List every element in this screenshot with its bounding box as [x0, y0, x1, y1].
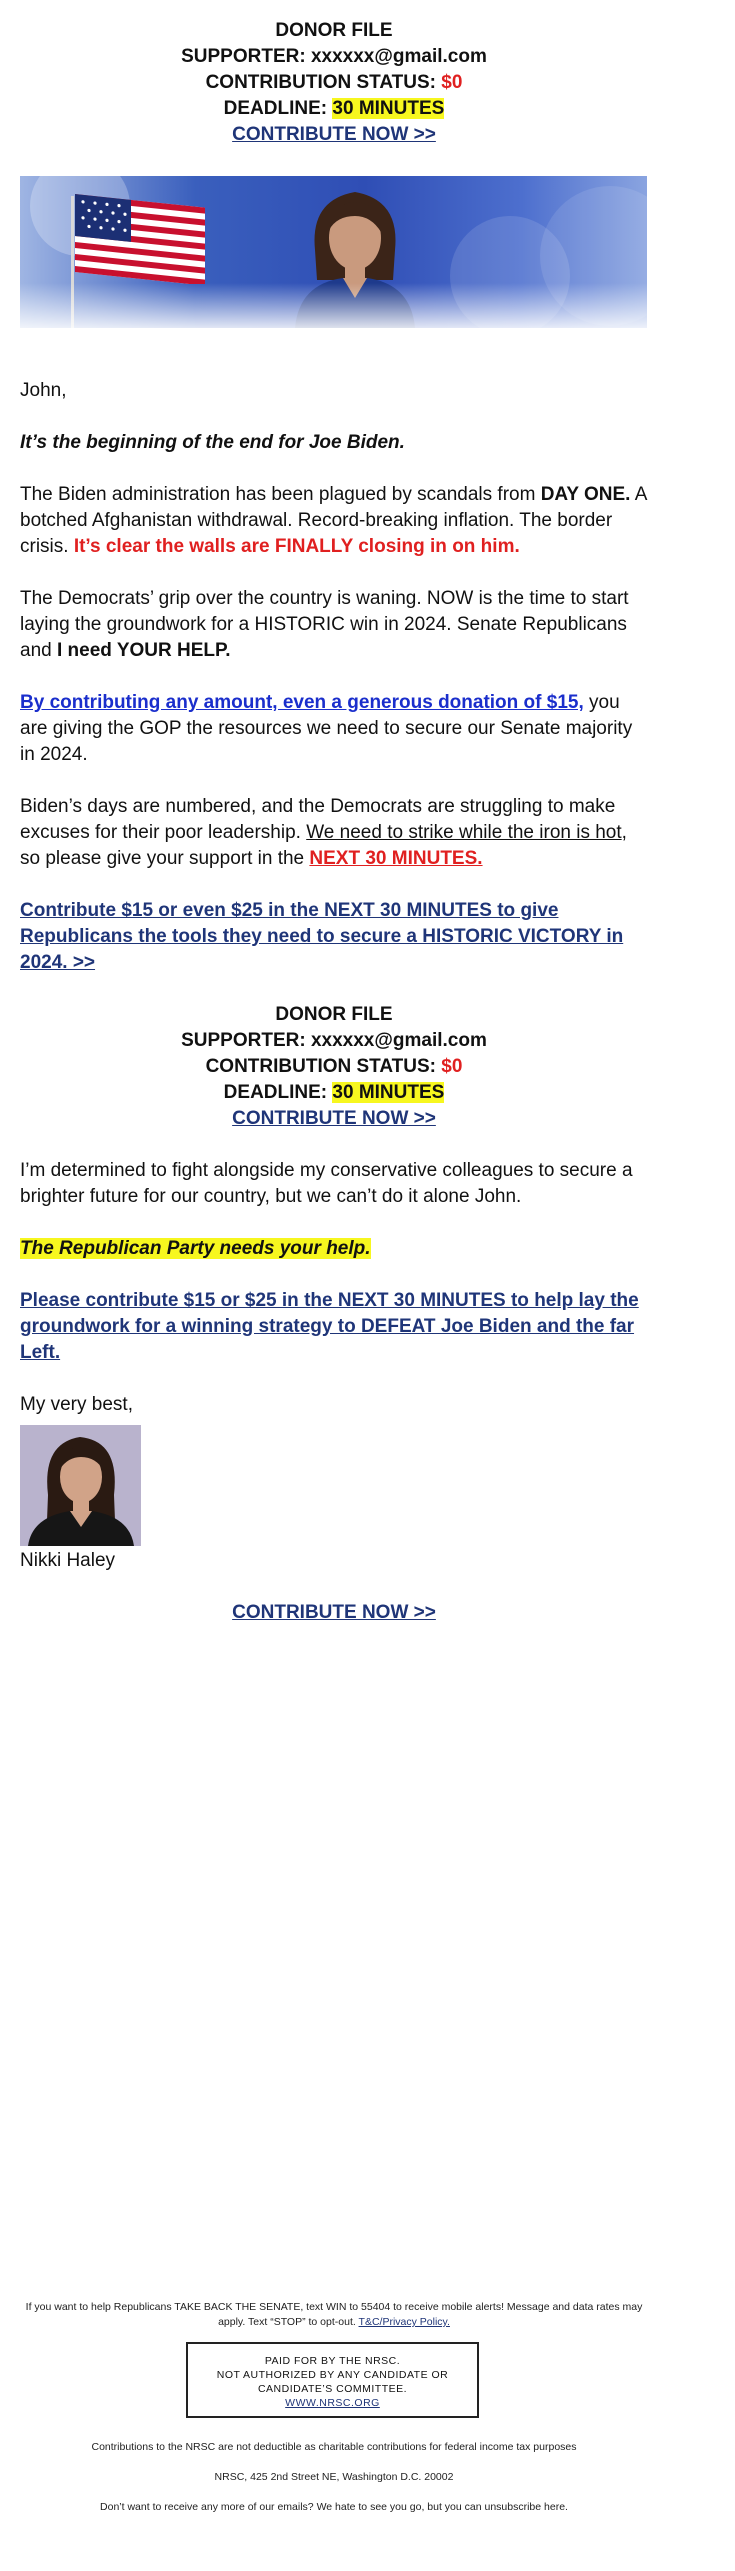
donation-link[interactable]: By contributing any amount, even a generous donation of $15, — [20, 692, 584, 713]
header-banner-image[interactable] — [20, 176, 647, 328]
party-needs-help: The Republican Party needs your help. — [20, 1238, 371, 1259]
paid-for-box: PAID FOR BY THE NRSC. NOT AUTHORIZED BY ANY CANDIDATE OR CANDIDATE’S COMMITTEE. WWW.NRSC.ORG — [186, 2342, 479, 2418]
donor-file-title: DONOR FILE — [275, 1004, 393, 1025]
paragraph-contribute-amount: By contributing any amount, even a generous donation of $15, you are giving the GOP the resources we need to secure our Senate majority in 2024. — [20, 692, 633, 765]
contribute-link-2[interactable]: Please contribute $15 or $25 in the NEXT 30 MINUTES to help lay the groundwork for a winning strategy to DEFEAT Joe Biden and the far Left. — [20, 1290, 639, 1363]
supporter-line: SUPPORTER: xxxxxx@gmail.com — [181, 46, 487, 67]
status-line: CONTRIBUTION STATUS: $0 — [205, 72, 463, 93]
bottom-cta — [20, 1600, 648, 1626]
footer-text-alert: If you want to help Republicans TAKE BACK THE SENATE, text WIN to 55404 to receive mobile alerts! Message and data rates may apply. Text “STOP” to opt-out. T&C/Privacy Policy. — [25, 2301, 643, 2328]
donor-file-top — [20, 18, 648, 148]
cta-paragraph-2 — [20, 1288, 648, 1366]
status-value: $0 — [441, 1056, 463, 1077]
status-line: CONTRIBUTION STATUS: $0 — [205, 1056, 463, 1077]
paragraph-scandals: The Biden administration has been plagued by scandals from DAY ONE. A botched Afghanistan withdrawal. Record-breaking inflation. The border crisis. It’s clear the walls are FINALLY closing in on him. — [20, 484, 647, 557]
deadline-line: DEADLINE: 30 MINUTES — [223, 1082, 445, 1103]
deadline-value: 30 MINUTES — [332, 98, 445, 119]
footer-deductible: Contributions to the NRSC are not deductible as charitable contributions for federal income tax purposes — [91, 2441, 577, 2453]
american-flag-icon — [75, 194, 205, 284]
headline: It’s the beginning of the end for Joe Biden. — [20, 432, 405, 453]
donor-file-mid — [20, 1002, 648, 1132]
signature-photo — [20, 1425, 141, 1546]
supporter-line: SUPPORTER: xxxxxx@gmail.com — [181, 1030, 487, 1051]
footer-address: NRSC, 425 2nd Street NE, Washington D.C. 20002 — [214, 2471, 454, 2483]
signoff: My very best, — [20, 1394, 133, 1415]
paragraph-days-numbered: Biden’s days are numbered, and the Democrats are struggling to make excuses for their poor leadership. We need to strike while the iron is hot, so please give your support in the NEXT 30 MINUTES. — [20, 796, 627, 869]
contribute-now-link-bottom[interactable]: CONTRIBUTE NOW >> — [232, 1602, 436, 1623]
greeting: John, — [20, 380, 67, 401]
contribute-now-link-top[interactable]: CONTRIBUTE NOW >> — [232, 124, 436, 145]
next-30-minutes-link[interactable]: NEXT 30 MINUTES. — [309, 848, 483, 869]
privacy-policy-link[interactable]: T&C/Privacy Policy. — [358, 2316, 450, 2328]
deadline-value: 30 MINUTES — [332, 1082, 445, 1103]
deadline-line: DEADLINE: 30 MINUTES — [223, 98, 445, 119]
donor-file-title: DONOR FILE — [275, 20, 393, 41]
nrsc-website-link[interactable]: WWW.NRSC.ORG — [285, 2397, 380, 2409]
status-value: $0 — [441, 72, 463, 93]
contribute-now-link-mid[interactable]: CONTRIBUTE NOW >> — [232, 1108, 436, 1129]
cta-paragraph-1 — [20, 898, 648, 976]
paragraph-determined: I’m determined to fight alongside my conservative colleagues to secure a brighter future for our country, but we can’t do it alone John. — [20, 1160, 633, 1207]
supporter-email: xxxxxx@gmail.com — [310, 1030, 487, 1051]
paragraph-democrats: The Democrats’ grip over the country is waning. NOW is the time to start laying the groundwork for a HISTORIC win in 2024. Senate Republicans and I need YOUR HELP. — [20, 588, 629, 661]
supporter-email: xxxxxx@gmail.com — [310, 46, 487, 67]
footer-unsubscribe[interactable]: Don’t want to receive any more of our emails? We hate to see you go, but you can unsubscribe here. — [100, 2501, 568, 2513]
signature-name: Nikki Haley — [20, 1550, 116, 1571]
contribute-link-1[interactable]: Contribute $15 or even $25 in the NEXT 30 MINUTES to give Republicans the tools they need to secure a HISTORIC VICTORY in 2024. >> — [20, 900, 624, 973]
portrait-photo-icon — [20, 1425, 141, 1546]
